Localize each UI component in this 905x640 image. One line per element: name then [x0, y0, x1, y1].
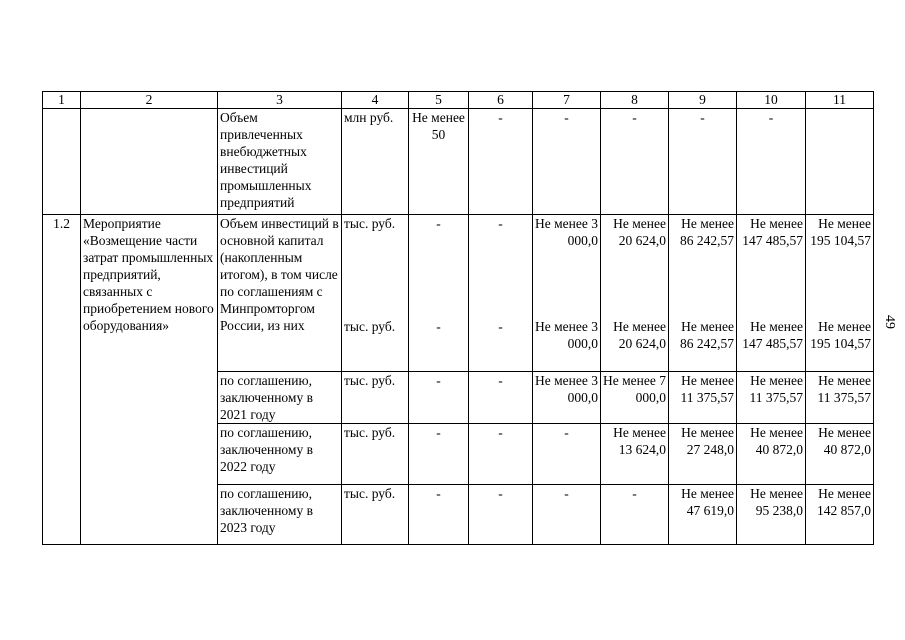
- value-cell: Не менее 40 872,0: [806, 424, 874, 485]
- value-cell: -: [533, 109, 601, 215]
- value-cell: Не менее 47 619,0: [669, 485, 737, 545]
- value-cell: Не менее 142 857,0: [806, 485, 874, 545]
- indicator-cell: Объем инвестиций в основной капитал (накопленным итогом), в том числе по соглашениям с Минпромторгом России, из них: [218, 215, 342, 372]
- value-cell: -: [469, 372, 533, 424]
- column-number: 5: [409, 92, 469, 109]
- column-number: 11: [806, 92, 874, 109]
- value-cell: [806, 109, 874, 215]
- value-cell: -: [409, 372, 469, 424]
- unit-agreements: тыс. руб.: [344, 319, 396, 334]
- unit-cell: тыс. руб.: [342, 372, 409, 424]
- column-number: 6: [469, 92, 533, 109]
- column-number: 10: [737, 92, 806, 109]
- value-agreements: Не менее 20 624,0: [613, 319, 666, 351]
- value-total: Не менее 195 104,57: [810, 216, 871, 248]
- value-total: -: [436, 216, 441, 231]
- value-cell: Не менее 40 872,0: [737, 424, 806, 485]
- value-agreements: Не менее 147 485,57: [742, 319, 803, 351]
- table-row: [43, 109, 874, 215]
- activity-cell: Мероприятие «Возмещение части затрат промышленных предприятий, связанных с приобретением нового оборудования»: [81, 215, 218, 545]
- unit-total: тыс. руб.: [344, 216, 396, 231]
- value-total: -: [498, 216, 503, 231]
- value-agreements: -: [436, 319, 441, 334]
- value-cell: -: [409, 485, 469, 545]
- column-number-row: [43, 92, 874, 109]
- column-number: 2: [81, 92, 218, 109]
- value-cell: -: [469, 109, 533, 215]
- value-cell: Не менее 27 248,0: [669, 424, 737, 485]
- row-number-cell: [43, 109, 81, 215]
- value-cell: -: [409, 424, 469, 485]
- column-number: 4: [342, 92, 409, 109]
- value-total: Не менее 3 000,0: [535, 216, 598, 248]
- value-agreements: Не менее 195 104,57: [810, 319, 871, 351]
- indicator-cell: по соглашению, заключенному в 2022 году: [218, 424, 342, 485]
- value-cell: -: [469, 485, 533, 545]
- value-cell: -: [469, 424, 533, 485]
- page-number: 49: [882, 315, 897, 329]
- value-cell: -: [533, 424, 601, 485]
- column-number: 1: [43, 92, 81, 109]
- value-cell: -: [669, 109, 737, 215]
- unit-cell: тыс. руб.: [342, 424, 409, 485]
- column-number: 7: [533, 92, 601, 109]
- table-row: [43, 215, 874, 372]
- value-cell: Не менее 7 000,0: [601, 372, 669, 424]
- value-agreements: Не менее 3 000,0: [535, 319, 598, 351]
- value-cell: [806, 215, 874, 372]
- value-cell: Не менее 13 624,0: [601, 424, 669, 485]
- value-cell: Не менее 50: [409, 109, 469, 215]
- indicator-cell: по соглашению, заключенному в 2021 году: [218, 372, 342, 424]
- value-cell: -: [737, 109, 806, 215]
- value-cell: [469, 215, 533, 372]
- value-cell: Не менее 95 238,0: [737, 485, 806, 545]
- unit-cell: [342, 215, 409, 372]
- indicator-cell: Объем привлеченных внебюджетных инвестиций промышленных предприятий: [218, 109, 342, 215]
- column-number: 8: [601, 92, 669, 109]
- value-cell: Не менее 11 375,57: [669, 372, 737, 424]
- value-cell: Не менее 11 375,57: [806, 372, 874, 424]
- row-number-cell: 1.2: [43, 215, 81, 545]
- activity-cell: [81, 109, 218, 215]
- column-number: 9: [669, 92, 737, 109]
- column-number: 3: [218, 92, 342, 109]
- value-cell: -: [533, 485, 601, 545]
- value-cell: -: [601, 109, 669, 215]
- indicator-cell: по соглашению, заключенному в 2023 году: [218, 485, 342, 545]
- value-cell: [409, 215, 469, 372]
- value-total: Не менее 20 624,0: [613, 216, 666, 248]
- indicators-table: [42, 91, 874, 545]
- value-agreements: -: [498, 319, 503, 334]
- value-agreements: Не менее 86 242,57: [680, 319, 734, 351]
- value-cell: [737, 215, 806, 372]
- unit-cell: тыс. руб.: [342, 485, 409, 545]
- value-cell: -: [601, 485, 669, 545]
- value-cell: [533, 215, 601, 372]
- value-cell: Не менее 11 375,57: [737, 372, 806, 424]
- value-cell: Не менее 3 000,0: [533, 372, 601, 424]
- value-cell: [601, 215, 669, 372]
- value-total: Не менее 147 485,57: [742, 216, 803, 248]
- unit-cell: млн руб.: [342, 109, 409, 215]
- value-total: Не менее 86 242,57: [680, 216, 734, 248]
- value-cell: [669, 215, 737, 372]
